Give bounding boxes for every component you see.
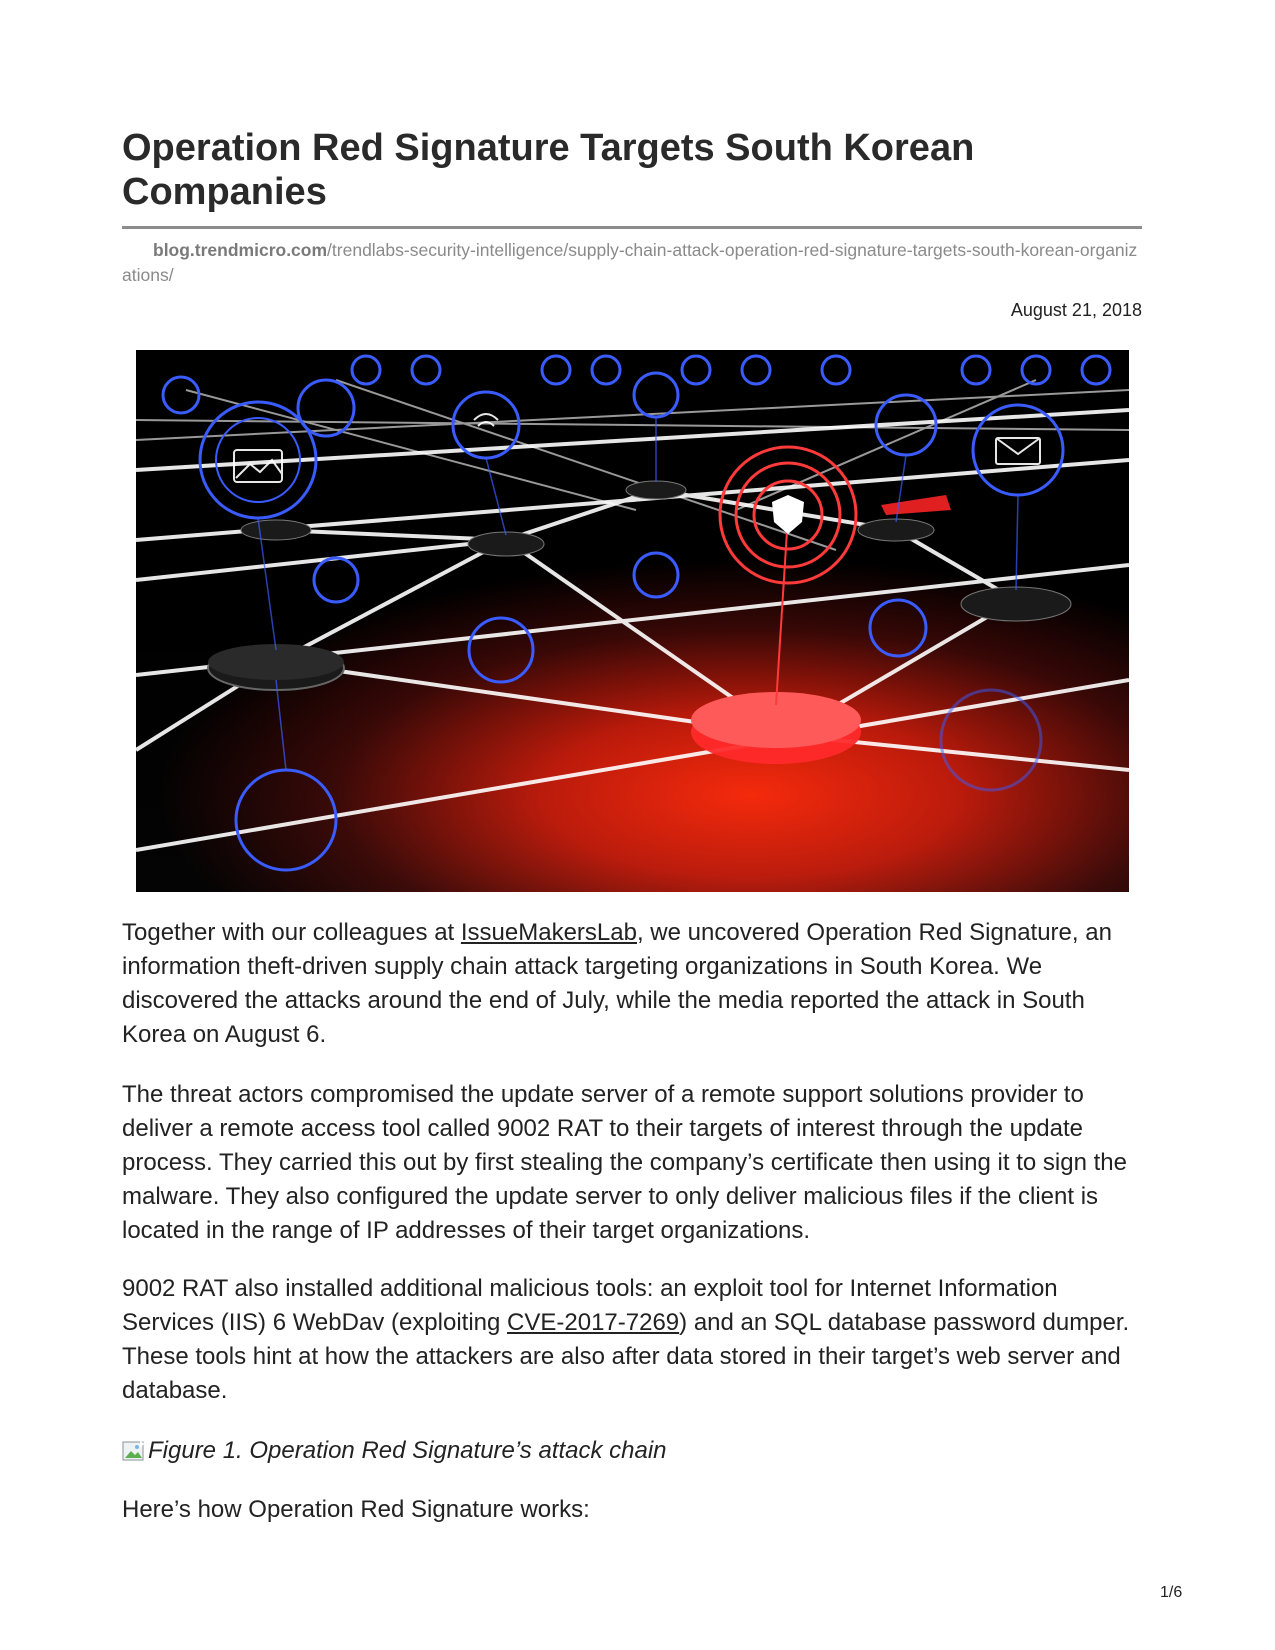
paragraph-1-rest: , we uncovered Operation Red Signature, an information theft-driven supply chain attack targeting organizations in South Korea. We discovered the attacks around the end of July, while the media reported the attack in South Korea on August 6.	[122, 919, 1112, 1048]
paragraph-1	[122, 916, 1152, 1052]
source-domain: blog.trendmicro.com	[153, 240, 328, 260]
title-divider	[122, 226, 1142, 229]
broken-image-icon	[122, 1439, 146, 1463]
paragraph-2: The threat actors compromised the update server of a remote support solutions provider to deliver a remote access tool called 9002 RAT to their targets of interest through the update process. They carried this out by first stealing the company’s certificate then using it to sign the malware. They also configured the update server to only deliver malicious files if the client is located in the range of IP addresses of their target organizations.	[122, 1081, 1127, 1244]
cve-link[interactable]: CVE-2017-7269	[507, 1309, 680, 1336]
paragraph-3-lead: 9002 RAT also installed additional malicious tools: an exploit tool for Internet Information Services (IIS) 6 WebDav (exploiting	[122, 1275, 1058, 1336]
paragraph-3	[122, 1272, 1152, 1408]
paragraph-1-lead: Together with our colleagues at	[122, 919, 461, 946]
page-number: 1/6	[1160, 1584, 1183, 1601]
issuemakerslab-link[interactable]: IssueMakersLab	[460, 919, 637, 946]
paragraph-3-rest: ) and an SQL database password dumper. These tools hint at how the attackers are also after data stored in their target’s web server and database.	[122, 1309, 1130, 1404]
article-title: Operation Red Signature Targets South Korean Companies	[122, 127, 975, 213]
source-path: /trendlabs-security-intelligence/supply-chain-attack-operation-red-signature-targets-south-korean-organizations/	[122, 240, 1138, 285]
publish-date: August 21, 2018	[1010, 300, 1142, 320]
figure-1	[122, 1434, 667, 1468]
network-illustration	[136, 350, 1129, 892]
paragraph-4: Here’s how Operation Red Signature works:	[122, 1496, 590, 1523]
figure-caption: Figure 1. Operation Red Signature’s attack chain	[148, 1437, 667, 1464]
source-url[interactable]	[122, 238, 1142, 288]
hero-image	[136, 350, 1129, 892]
